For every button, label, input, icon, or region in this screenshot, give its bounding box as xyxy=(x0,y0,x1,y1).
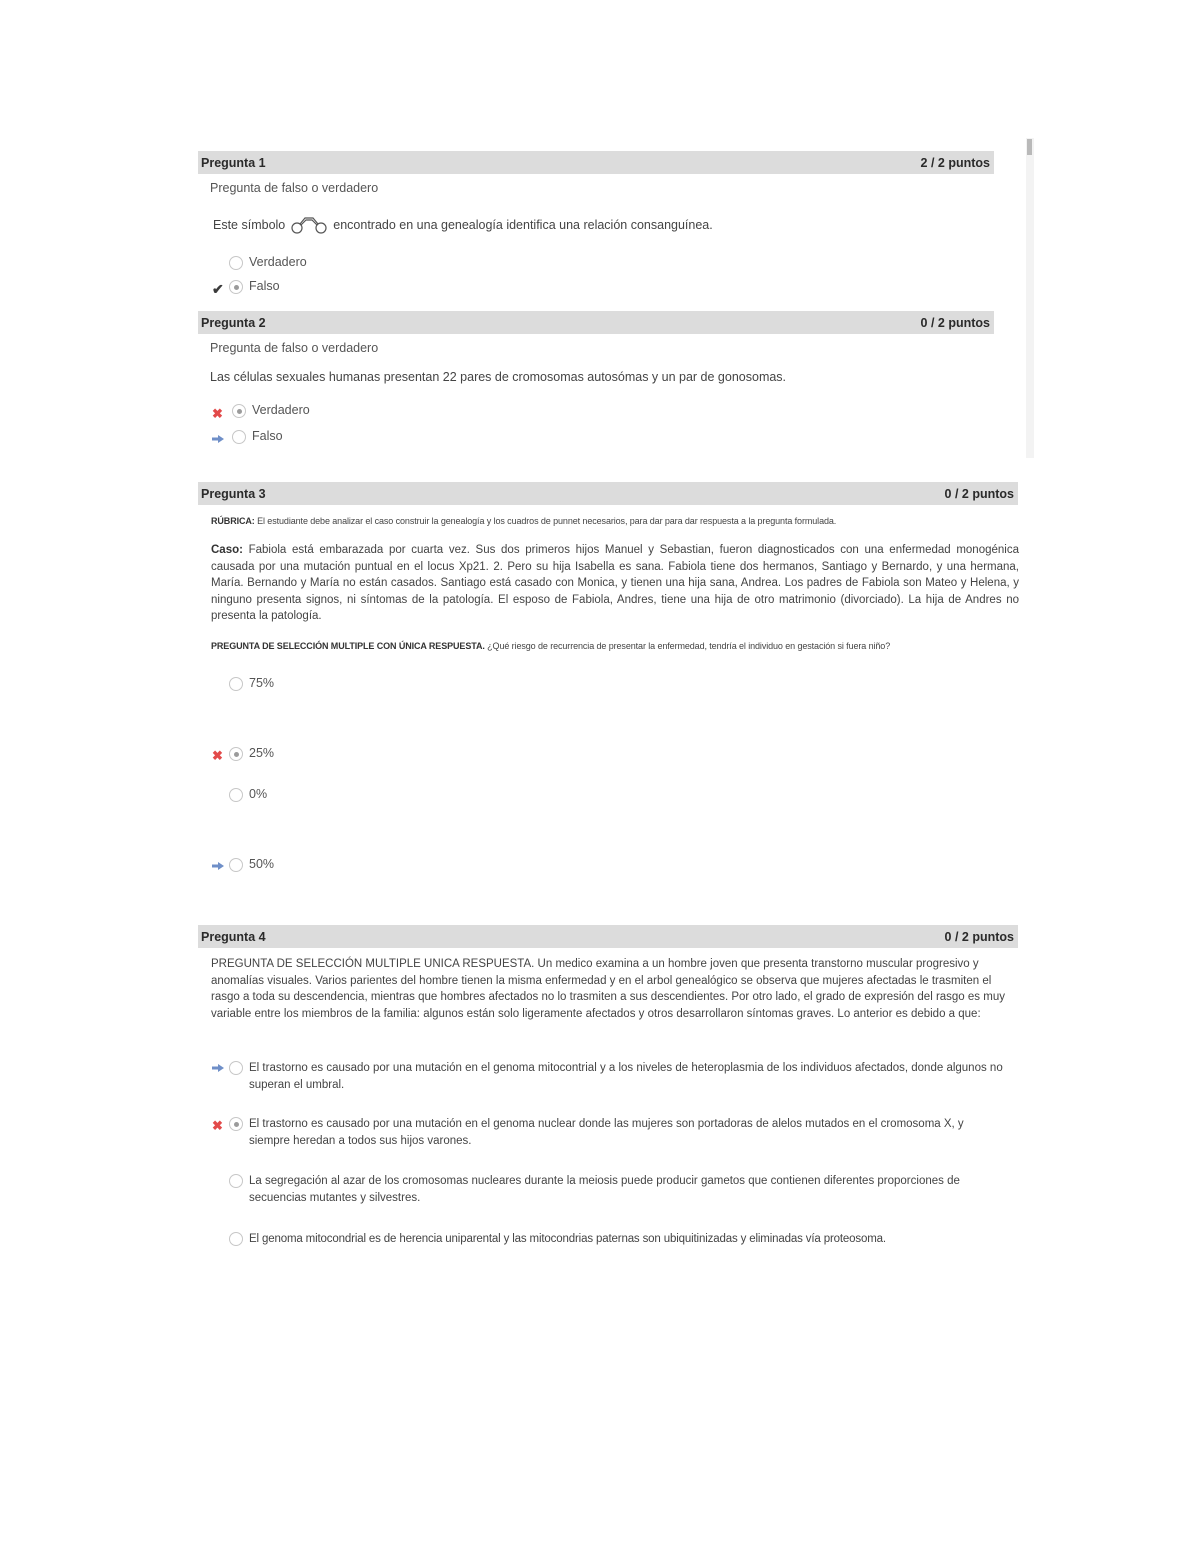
q2-option-falso-label: Falso xyxy=(252,429,283,443)
q2-option-falso-radio[interactable] xyxy=(232,430,246,444)
incorrect-x-icon: ✖ xyxy=(212,748,223,763)
q3-option-50-label: 50% xyxy=(249,857,275,871)
q4-option-1-label: El trastorno es causado por una mutación en el genoma mitocontrial y a los niveles de heteroplasmia de los individuos afectados, donde algunos no superan el umbral. xyxy=(249,1062,1003,1091)
q1-option-falso-radio[interactable] xyxy=(229,280,243,294)
question-2-header xyxy=(198,311,994,334)
correct-answer-arrow-icon xyxy=(212,435,224,443)
incorrect-x-icon: ✖ xyxy=(212,1118,223,1133)
question-1-score: 2 / 2 puntos xyxy=(920,155,990,170)
q3-option-75-label: 75% xyxy=(249,676,275,690)
q4-option-4-radio[interactable] xyxy=(229,1232,243,1246)
consanguineous-double-line-icon xyxy=(291,215,327,235)
q4-option-4-label: El genoma mitocondrial es de herencia uniparental y las mitocondrias paternas son ubiquitinizadas y eliminadas vía proteosoma. xyxy=(249,1233,886,1245)
question-2-title: Pregunta 2 xyxy=(201,315,266,330)
question-1-text xyxy=(213,215,713,235)
question-3-header xyxy=(198,482,1018,505)
q3-option-50-radio[interactable] xyxy=(229,858,243,872)
q1-option-verdadero-label: Verdadero xyxy=(249,255,307,269)
scrollbar-thumb[interactable] xyxy=(1027,139,1032,155)
question-2-type: Pregunta de falso o verdadero xyxy=(210,341,379,355)
correct-check-icon: ✔ xyxy=(212,281,224,297)
q1-option-verdadero-radio[interactable] xyxy=(229,256,243,270)
question-1-text-before: Este símbolo xyxy=(213,218,286,232)
q4-option-2-radio[interactable] xyxy=(229,1117,243,1131)
q4-option-3-label: La segregación al azar de los cromosomas nucleares durante la meiosis puede producir gametos que contienen diferentes proporciones de secuencias mutantes y silvestres. xyxy=(249,1175,960,1204)
question-4-title: Pregunta 4 xyxy=(201,929,266,944)
incorrect-x-icon: ✖ xyxy=(212,406,223,421)
q3-option-0-radio[interactable] xyxy=(229,788,243,802)
question-2-score: 0 / 2 puntos xyxy=(920,315,990,330)
question-3-score: 0 / 2 puntos xyxy=(944,486,1014,501)
q4-option-1-radio[interactable] xyxy=(229,1061,243,1075)
rubric-label: RÚBRICA: xyxy=(211,516,255,526)
q3-option-25-label: 25% xyxy=(249,746,275,760)
question-3-question-label: PREGUNTA DE SELECCIÓN MULTIPLE CON ÚNICA RESPUESTA. xyxy=(211,641,485,651)
question-1-header xyxy=(198,151,994,174)
question-4-score: 0 / 2 puntos xyxy=(944,929,1014,944)
rubric-text: El estudiante debe analizar el caso construir la genealogía y los cuadros de punnet necesarios, para dar para dar respuesta a la pregunta formulada. xyxy=(257,516,837,526)
q4-option-2-label: El trastorno es causado por una mutación en el genoma nuclear donde las mujeres son portadoras de alelos mutados en el cromosoma X, y siempre heredan a todos sus hijos varones. xyxy=(249,1118,964,1147)
q2-option-verdadero-radio[interactable] xyxy=(232,404,246,418)
question-1-type: Pregunta de falso o verdadero xyxy=(210,181,379,195)
q3-option-0-label: 0% xyxy=(249,787,268,801)
q1-option-falso-label: Falso xyxy=(249,279,280,293)
question-3-title: Pregunta 3 xyxy=(201,486,266,501)
question-4-text: PREGUNTA DE SELECCIÓN MULTIPLE UNICA RESPUESTA. Un medico examina a un hombre joven que presenta transtorno muscular progresivo y anomalías visuales. Varios parientes del hombre tienen la misma enfermedad y en el arbol genealógico se observa que mujeres afectadas le trasmiten el rasgo a toda su descendencia, mientras que hombres afectados no lo trasmiten a sus descendientes. Por otro lado, el grado de expresión del rasgo es muy variable entre los miembros de la familia: algunos están solo ligeramente afectados y otros desarrollaron síntomas graves. Lo anterior es debido a que: xyxy=(211,958,1005,1020)
q2-option-verdadero-label: Verdadero xyxy=(252,403,310,417)
correct-answer-arrow-icon xyxy=(212,1064,224,1072)
question-3-question xyxy=(211,641,890,651)
question-3-case xyxy=(211,542,1019,625)
question-1-text-after: encontrado en una genealogía identifica una relación consanguínea. xyxy=(333,218,713,232)
case-label: Caso: xyxy=(211,544,243,556)
q3-option-25-radio[interactable] xyxy=(229,747,243,761)
question-1-title: Pregunta 1 xyxy=(201,155,266,170)
q4-option-3-radio[interactable] xyxy=(229,1174,243,1188)
correct-answer-arrow-icon xyxy=(212,862,224,870)
scrollbar-track[interactable] xyxy=(1026,138,1034,458)
question-2-text: Las células sexuales humanas presentan 22 pares de cromosomas autosómas y un par de gonosomas. xyxy=(210,370,787,384)
case-text: Fabiola está embarazada por cuarta vez. Sus dos primeros hijos Manuel y Sebastian, fueron diagnosticados con una enfermedad monogénica causada por una mutación puntual en el locus Xp21. 2. Pero su hija Isabella es sana. Fabiola tiene dos hermanos, Santiago y Bernardo, y una hermana, María. Bernando y María no están casados. Santiago está casado con Monica, y tienen una hija sana, Andrea. Los padres de Fabiola son Mateo y Helena, y ninguno presenta signos, ni síntomas de la patología. El esposo de Fabiola, Andres, tiene una hija de otro matrimonio (divorciado). La hija de Andres no presenta la patología. xyxy=(211,544,1019,622)
q3-option-75-radio[interactable] xyxy=(229,677,243,691)
question-3-rubric xyxy=(211,516,836,526)
question-3-question-text: ¿Qué riesgo de recurrencia de presentar la enfermedad, tendría el individuo en gestación si fuera niño? xyxy=(487,641,891,651)
question-4-header xyxy=(198,925,1018,948)
